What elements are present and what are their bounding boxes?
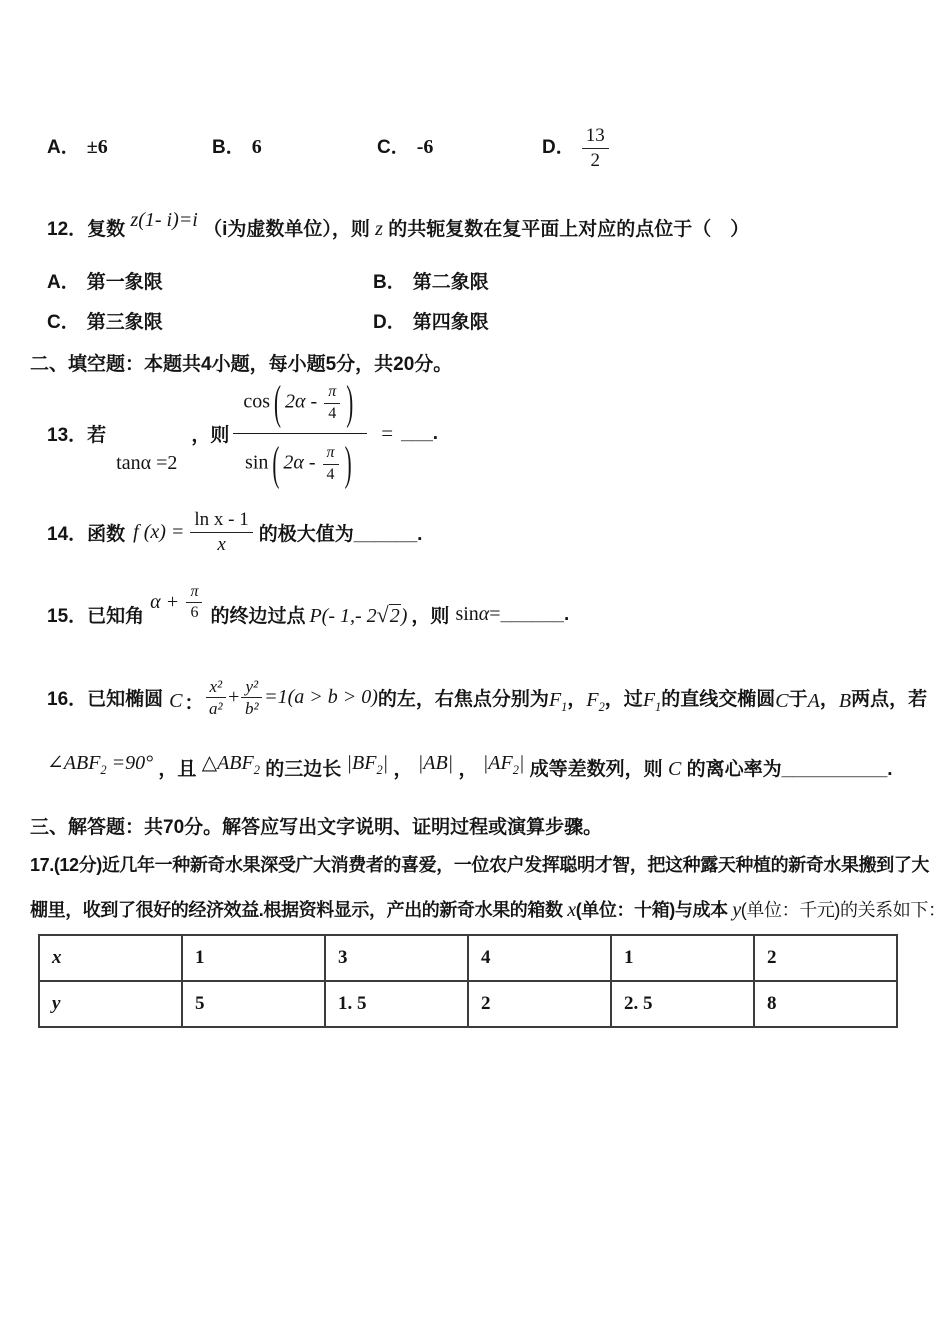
q11-option-d — [542, 125, 707, 172]
left-paren: ( — [272, 435, 280, 490]
table-cell-y4: 2. 5 — [611, 981, 754, 1027]
question-15 — [47, 582, 920, 644]
fraction-numerator: π — [186, 583, 202, 603]
y-squared-fraction — [241, 677, 262, 719]
table-cell-x1: 1 — [182, 935, 325, 981]
q16-mid-3: 的直线交椭圆 — [661, 689, 776, 711]
q17-text-post: (单位：千元)的关系如下： — [740, 899, 946, 920]
pi-over-4 — [323, 444, 339, 484]
q12-option-c — [47, 307, 373, 334]
question-17-line-2 — [30, 891, 946, 929]
plus-sign: + — [228, 686, 240, 709]
table-cell-x4: 1 — [611, 935, 754, 981]
fraction-numerator: x² — [206, 677, 227, 699]
angle-abf2-eq: =90° — [106, 751, 154, 774]
sin-function: sin — [455, 603, 479, 626]
q12-option-c-label: C． — [47, 311, 80, 333]
x-squared-fraction — [206, 677, 227, 719]
angle-abf2-expression — [47, 751, 154, 777]
q12-option-a-label: A． — [47, 271, 80, 293]
fraction-numerator: π — [323, 444, 339, 464]
q12-option-b-text: 第二象限 — [412, 271, 489, 293]
q13-fraction-numerator — [233, 375, 367, 434]
q12-text-2: 的共轭复数在复平面上对应的点位于（ ） — [388, 218, 750, 240]
ellipse-c-symbol: C — [169, 690, 183, 713]
q16-equation: =1(a > b > 0) — [264, 686, 378, 709]
q16-lead: 已知椭圆 — [87, 689, 164, 711]
q11-option-b-value: 6 — [251, 136, 262, 159]
f1-sub: 1 — [561, 699, 568, 714]
table-cell-y1: 5 — [182, 981, 325, 1027]
fraction-denominator: 2 — [590, 149, 600, 171]
f1-base: F — [642, 688, 656, 711]
f1-symbol — [549, 689, 567, 715]
q16-answer-blank: __________. — [781, 758, 893, 780]
q16-line2-mid-2: 的三边长 — [265, 758, 342, 780]
q14-rest: 的极大值为______. — [258, 524, 423, 546]
section-three-title: 三、解答题：共70分。解答应写出文字说明、证明过程或演算步骤。 — [30, 816, 603, 838]
angle-abf2-base: ∠ABF — [47, 751, 101, 774]
f1-base: F — [548, 688, 562, 711]
q12-option-a-text: 第一象限 — [86, 271, 163, 293]
f2-base: F — [586, 688, 599, 711]
q13-answer-blank: ___. — [401, 422, 439, 444]
table-cell-y3: 2 — [468, 981, 611, 1027]
q16-comma-1: ， — [567, 689, 587, 711]
right-paren: ) — [346, 375, 354, 430]
q13-lead: 若 — [87, 425, 107, 447]
q13-big-fraction — [233, 375, 367, 490]
fraction-numerator: ln x - 1 — [190, 509, 252, 533]
q11-option-c — [377, 132, 542, 159]
q16-line2-comma-1: ， — [393, 758, 413, 780]
bf2-pre: |BF — [346, 751, 377, 774]
question-17-line-1: 17.(12分)近几年一种新奇水果深受广大消费者的喜爱，一位农户发挥聪明才智，把这种露天种植的新奇水果搬到了大 — [30, 854, 930, 875]
q12-option-b-label: B． — [373, 271, 406, 293]
table-cell-y2: 1. 5 — [325, 981, 468, 1027]
q11-option-c-value: -6 — [416, 136, 434, 159]
x-variable: x — [567, 898, 576, 921]
q11-option-b — [212, 132, 377, 159]
table-row-x — [39, 935, 897, 981]
q16-mid-5: 两点，若 — [851, 689, 928, 711]
q12-number: 12． — [47, 218, 88, 240]
q13-then: ，则 — [191, 425, 230, 447]
table-header-y: y — [39, 981, 182, 1027]
af2-sub: 2 — [512, 762, 519, 777]
q15-alpha-plus: α + — [150, 590, 180, 613]
q15-answer-blank: ______. — [500, 603, 570, 625]
q11-option-d-label: D． — [542, 137, 575, 159]
fraction-denominator: 6 — [190, 604, 199, 622]
y-variable: y — [732, 898, 741, 921]
q12-formula: z(1- i)=i — [130, 208, 198, 231]
q17-text-pre: 棚里，收到了很好的经济效益.根据资料显示，产出的新奇水果的箱数 — [30, 899, 563, 920]
q15-equals: = — [489, 603, 501, 626]
left-paren: ( — [274, 375, 282, 430]
bf2-post: | — [382, 751, 389, 774]
question-13 — [47, 375, 920, 490]
b-symbol: B — [838, 690, 852, 713]
q16-mid-1: 的左，右焦点分别为 — [377, 689, 549, 711]
q16-mid-2: ，过 — [604, 689, 643, 711]
q15-then: ，则 — [411, 606, 450, 628]
q16-comma-2: ， — [819, 689, 839, 711]
sin-function: sin — [245, 451, 269, 474]
q13-number: 13． — [47, 425, 88, 447]
q12-options-row-2 — [47, 307, 920, 334]
fraction-denominator: 4 — [326, 465, 335, 483]
angle-abf2-sub: 2 — [100, 762, 107, 777]
triangle-abf2-base: △ABF — [201, 751, 254, 774]
table-cell-y5: 8 — [754, 981, 897, 1027]
pi-over-4 — [324, 383, 340, 423]
q15-angle-expression — [150, 583, 204, 623]
cost-table — [38, 934, 898, 1028]
fraction-denominator: 4 — [328, 404, 337, 422]
q13-den-body: 2α - — [283, 451, 316, 474]
q11-option-c-label: C． — [377, 137, 410, 159]
q15-point — [309, 602, 407, 628]
q15-mid: 的终边过点 — [210, 606, 306, 628]
a-symbol: A — [807, 690, 820, 713]
q16-mid-4: 于 — [788, 689, 808, 711]
q11-option-d-fraction — [582, 125, 609, 172]
bf2-sub: 2 — [376, 762, 383, 777]
q12-option-d-text: 第四象限 — [412, 311, 489, 333]
table-cell-x3: 4 — [468, 935, 611, 981]
section-two-title: 二、填空题：本题共4小题，每小题5分，共20分。 — [30, 353, 453, 375]
q14-number: 14． — [47, 524, 88, 546]
f1-symbol — [643, 689, 661, 715]
q15-number: 15． — [47, 606, 88, 628]
fraction-denominator: b² — [244, 699, 259, 719]
question-16-line-1 — [47, 662, 928, 734]
q12-option-b — [373, 267, 699, 294]
q16-colon: ： — [184, 693, 204, 715]
q13-equals: = — [381, 421, 394, 446]
question-12 — [47, 208, 920, 241]
table-row-y — [39, 981, 897, 1027]
pi-over-6 — [186, 583, 202, 623]
q15-point-post: ) — [400, 604, 408, 627]
q15-lead: 已知角 — [87, 606, 145, 628]
q14-lead: 函数 — [87, 524, 126, 546]
triangle-abf2-symbol — [201, 751, 260, 777]
triangle-abf2-sub: 2 — [253, 762, 260, 777]
fraction-denominator: a² — [209, 699, 223, 719]
q12-options-row-1 — [47, 267, 920, 294]
fraction-numerator: y² — [241, 677, 262, 699]
q16-line2-comma-2: ， — [458, 758, 478, 780]
q12-z-symbol: z — [375, 217, 383, 240]
fraction-denominator: x — [217, 534, 226, 556]
q17-text-mid: (单位：十箱)与成本 — [575, 899, 728, 920]
table-cell-x5: 2 — [754, 935, 897, 981]
f1-sub: 1 — [655, 699, 662, 714]
table-header-x: x — [39, 935, 182, 981]
ab-length-symbol: |AB| — [417, 751, 454, 774]
question-16-line-2 — [47, 751, 920, 784]
q16-line2-mid-1: ，且 — [158, 758, 197, 780]
fraction-numerator: π — [324, 383, 340, 403]
bf2-length-symbol — [346, 751, 389, 777]
fraction-numerator: 13 — [582, 125, 609, 149]
cos-function: cos — [243, 390, 271, 413]
q11-option-b-label: B． — [212, 137, 245, 159]
q16-number: 16． — [47, 689, 88, 711]
q12-option-a — [47, 267, 373, 294]
q16-line2-end: 的离心率为 — [686, 758, 782, 780]
alpha-symbol: α — [478, 603, 490, 626]
q11-option-a — [47, 132, 212, 159]
section-two-header — [30, 349, 920, 376]
q14-fx: f (x) = — [133, 521, 185, 544]
q11-option-a-value: ±6 — [86, 136, 108, 159]
q12-option-d — [373, 307, 699, 334]
f2-sub: 2 — [598, 699, 605, 714]
q12-option-d-label: D． — [373, 311, 406, 333]
q13-num-body: 2α - — [285, 390, 318, 413]
c-symbol: C — [667, 757, 682, 780]
question-14 — [47, 504, 920, 562]
q11-option-a-label: A． — [47, 137, 80, 159]
q14-fraction — [190, 509, 252, 556]
q13-condition: tanα =2 — [116, 452, 178, 475]
right-paren: ) — [344, 435, 352, 490]
f2-symbol — [586, 689, 604, 715]
af2-pre: |AF — [482, 751, 513, 774]
section-three-header — [30, 812, 920, 839]
q12-option-c-text: 第三象限 — [86, 311, 163, 333]
q12-lead: 复数 — [87, 218, 126, 240]
q13-fraction-denominator — [233, 434, 367, 490]
af2-length-symbol — [482, 751, 525, 777]
sqrt-sign: √ — [376, 601, 389, 627]
q15-point-pre: P(- 1,- 2 — [309, 604, 377, 627]
c-symbol: C — [775, 690, 789, 713]
q16-line2-mid-3: 成等差数列，则 — [529, 758, 663, 780]
q12-text: （i为虚数单位），则 — [203, 218, 370, 240]
af2-post: | — [518, 751, 525, 774]
table-cell-x2: 3 — [325, 935, 468, 981]
q11-options-row — [47, 125, 920, 172]
sqrt-value: 2 — [389, 604, 400, 627]
